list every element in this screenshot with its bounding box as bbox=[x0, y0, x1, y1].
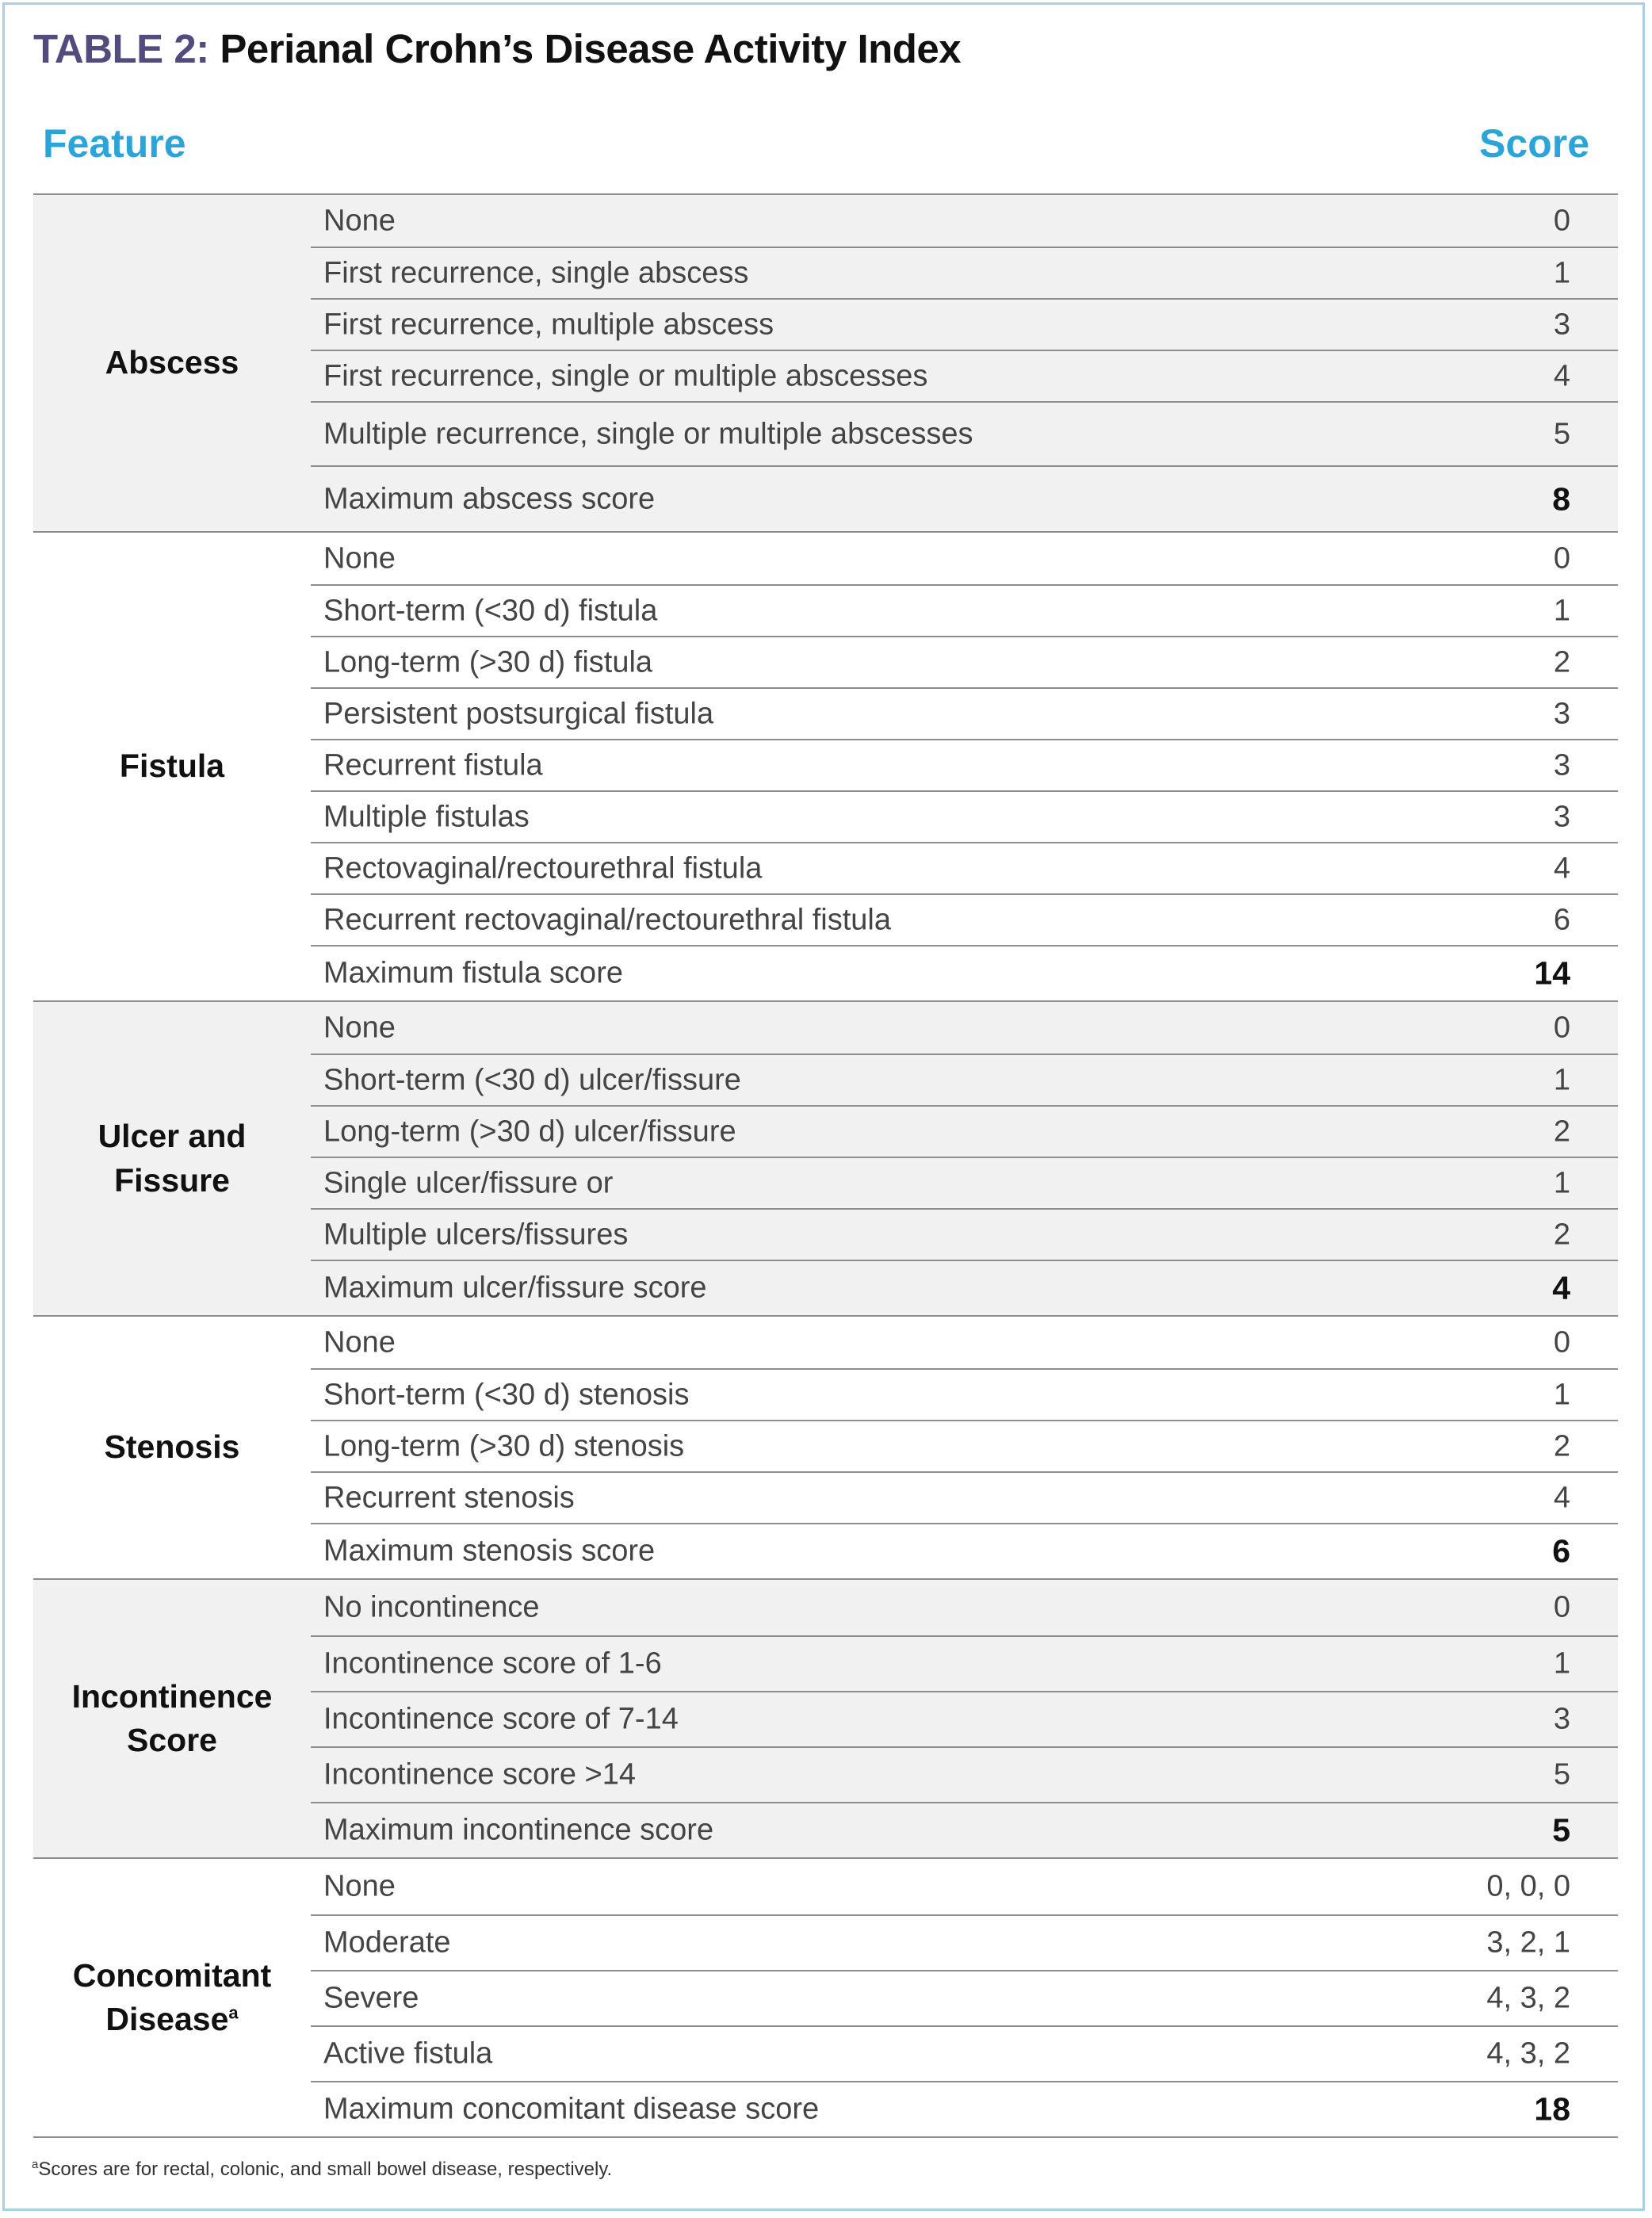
row-score: 6 bbox=[1552, 1532, 1570, 1570]
table-row bbox=[311, 1970, 1618, 2025]
table-bottom-rule bbox=[33, 2136, 1618, 2138]
table-row bbox=[311, 1471, 1618, 1523]
table-row bbox=[311, 350, 1618, 401]
max-score-row bbox=[311, 465, 1618, 531]
row-score: 1 bbox=[1553, 1166, 1570, 1199]
row-score: 2 bbox=[1553, 1115, 1570, 1148]
table-row bbox=[311, 1105, 1618, 1157]
table-row bbox=[311, 247, 1618, 298]
table-row bbox=[311, 739, 1618, 790]
row-description: Maximum abscess score bbox=[323, 482, 656, 515]
row-description: Incontinence score >14 bbox=[323, 1757, 636, 1792]
footnote-reference: a bbox=[228, 2002, 239, 2023]
feature-label bbox=[33, 1580, 311, 1857]
row-description: Maximum concomitant disease score bbox=[323, 2092, 820, 2126]
feature-label bbox=[33, 1859, 311, 2136]
table-row bbox=[311, 195, 1618, 247]
table-row bbox=[311, 1635, 1618, 1691]
feature-label-text: Concomitant Disease bbox=[72, 1956, 272, 2037]
row-description: Recurrent rectovaginal/rectourethral fistula bbox=[323, 903, 892, 936]
row-score: 3 bbox=[1553, 1702, 1570, 1736]
row-score: 2 bbox=[1553, 645, 1570, 679]
row-description: None bbox=[323, 1011, 396, 1044]
row-score: 3 bbox=[1553, 308, 1570, 341]
row-description: No incontinence bbox=[323, 1590, 540, 1624]
row-description: Severe bbox=[323, 1981, 419, 2015]
activity-index-table bbox=[33, 193, 1618, 2138]
row-description: Single ulcer/fissure or bbox=[323, 1166, 614, 1199]
max-score-row bbox=[311, 1260, 1618, 1315]
table-row bbox=[311, 1157, 1618, 1208]
row-score: 4, 3, 2 bbox=[1486, 1981, 1570, 2015]
row-description: First recurrence, single or multiple abscesses bbox=[323, 359, 928, 392]
feature-label bbox=[33, 533, 311, 1000]
table-row bbox=[311, 893, 1618, 945]
feature-label bbox=[33, 1002, 311, 1315]
feature-label-text: Fistula bbox=[119, 748, 225, 785]
table-row bbox=[311, 298, 1618, 350]
footnote-text: Scores are for rectal, colonic, and small bowel disease, respectively. bbox=[38, 2159, 613, 2180]
row-score: 1 bbox=[1553, 256, 1570, 289]
row-score: 0 bbox=[1553, 1011, 1570, 1044]
row-description: Short-term (<30 d) ulcer/fissure bbox=[323, 1063, 741, 1096]
table-row bbox=[311, 1368, 1618, 1420]
row-score: 1 bbox=[1553, 1378, 1570, 1411]
row-description: Multiple fistulas bbox=[323, 800, 530, 833]
row-score: 5 bbox=[1552, 1811, 1570, 1849]
row-description: None bbox=[323, 1325, 396, 1359]
row-description: Recurrent fistula bbox=[323, 748, 543, 782]
row-score: 8 bbox=[1552, 480, 1570, 517]
feature-label-text: Incontinence Score bbox=[71, 1677, 273, 1758]
feature-group bbox=[33, 531, 1618, 1000]
row-description: Incontinence score of 7-14 bbox=[323, 1702, 679, 1736]
feature-group bbox=[33, 1315, 1618, 1578]
row-description: First recurrence, multiple abscess bbox=[323, 308, 774, 341]
row-score: 1 bbox=[1553, 1063, 1570, 1096]
feature-group bbox=[33, 1000, 1618, 1315]
table-title-text: Perianal Crohn’s Disease Activity Index bbox=[220, 26, 962, 71]
table-row bbox=[311, 1859, 1618, 1914]
row-score: 4 bbox=[1553, 359, 1570, 392]
row-score: 18 bbox=[1534, 2090, 1570, 2128]
feature-label bbox=[33, 1317, 311, 1578]
table-row bbox=[311, 401, 1618, 465]
table-title bbox=[33, 25, 961, 72]
row-score: 2 bbox=[1553, 1218, 1570, 1251]
max-score-row bbox=[311, 2081, 1618, 2136]
row-description: Long-term (>30 d) stenosis bbox=[323, 1429, 685, 1463]
score-column-header: Score bbox=[1479, 121, 1589, 166]
table-row bbox=[311, 1746, 1618, 1802]
row-score: 4 bbox=[1553, 851, 1570, 885]
feature-label-text: Stenosis bbox=[104, 1428, 240, 1466]
row-description: Incontinence score of 1-6 bbox=[323, 1646, 662, 1681]
row-description: None bbox=[323, 204, 396, 237]
table-row bbox=[311, 2025, 1618, 2081]
row-description: Maximum ulcer/fissure score bbox=[323, 1271, 707, 1305]
row-description: Recurrent stenosis bbox=[323, 1481, 575, 1514]
row-description: Multiple ulcers/fissures bbox=[323, 1218, 629, 1251]
feature-group bbox=[33, 1578, 1618, 1857]
row-score: 3 bbox=[1553, 748, 1570, 782]
row-description: Maximum incontinence score bbox=[323, 1813, 714, 1847]
table-row bbox=[311, 790, 1618, 842]
table-row bbox=[311, 1691, 1618, 1746]
table-row bbox=[311, 533, 1618, 584]
footnote bbox=[32, 2158, 612, 2181]
row-description: Multiple recurrence, single or multiple abscesses bbox=[323, 417, 973, 450]
max-score-row bbox=[311, 1523, 1618, 1578]
table-row bbox=[311, 1317, 1618, 1368]
table-row bbox=[311, 1054, 1618, 1105]
feature-group bbox=[33, 193, 1618, 531]
row-description: None bbox=[323, 1869, 396, 1903]
row-score: 4 bbox=[1552, 1269, 1570, 1306]
footnote-mark: a bbox=[32, 2158, 39, 2171]
table-number: TABLE 2: bbox=[33, 26, 209, 71]
row-score: 1 bbox=[1553, 594, 1570, 627]
table-row bbox=[311, 1002, 1618, 1054]
row-score: 0 bbox=[1553, 541, 1570, 575]
row-score: 0 bbox=[1553, 1590, 1570, 1624]
feature-label-text: Abscess bbox=[105, 344, 239, 381]
row-description: Long-term (>30 d) fistula bbox=[323, 645, 653, 679]
row-score: 14 bbox=[1534, 954, 1570, 992]
row-score: 2 bbox=[1553, 1429, 1570, 1463]
row-description: First recurrence, single abscess bbox=[323, 256, 749, 289]
table-row bbox=[311, 1208, 1618, 1260]
row-score: 0 bbox=[1553, 204, 1570, 237]
row-score: 0, 0, 0 bbox=[1486, 1869, 1570, 1903]
table-row bbox=[311, 687, 1618, 739]
row-description: Rectovaginal/rectourethral fistula bbox=[323, 851, 763, 885]
table-row bbox=[311, 1914, 1618, 1970]
row-score: 5 bbox=[1553, 1757, 1570, 1792]
max-score-row bbox=[311, 1802, 1618, 1857]
row-description: Active fistula bbox=[323, 2036, 493, 2071]
table-row bbox=[311, 636, 1618, 687]
feature-label-text: Ulcer and Fissure bbox=[98, 1118, 247, 1199]
row-score: 1 bbox=[1553, 1646, 1570, 1681]
row-score: 3, 2, 1 bbox=[1486, 1925, 1570, 1960]
row-description: Short-term (<30 d) fistula bbox=[323, 594, 658, 627]
row-description: Maximum stenosis score bbox=[323, 1534, 656, 1568]
table-row bbox=[311, 842, 1618, 893]
row-score: 4 bbox=[1553, 1481, 1570, 1514]
row-description: Persistent postsurgical fistula bbox=[323, 697, 714, 730]
row-description: Maximum fistula score bbox=[323, 956, 623, 990]
row-score: 4, 3, 2 bbox=[1486, 2036, 1570, 2071]
row-score: 6 bbox=[1553, 903, 1570, 936]
feature-column-header: Feature bbox=[43, 121, 186, 166]
table-row bbox=[311, 1420, 1618, 1471]
feature-group bbox=[33, 1857, 1618, 2136]
row-score: 5 bbox=[1553, 417, 1570, 450]
row-score: 3 bbox=[1553, 800, 1570, 833]
row-description: None bbox=[323, 541, 396, 575]
feature-label bbox=[33, 195, 311, 531]
table-row bbox=[311, 584, 1618, 636]
row-description: Short-term (<30 d) stenosis bbox=[323, 1378, 690, 1411]
row-description: Long-term (>30 d) ulcer/fissure bbox=[323, 1115, 736, 1148]
row-description: Moderate bbox=[323, 1925, 451, 1960]
row-score: 3 bbox=[1553, 697, 1570, 730]
row-score: 0 bbox=[1553, 1325, 1570, 1359]
table-row bbox=[311, 1580, 1618, 1635]
max-score-row bbox=[311, 945, 1618, 1000]
